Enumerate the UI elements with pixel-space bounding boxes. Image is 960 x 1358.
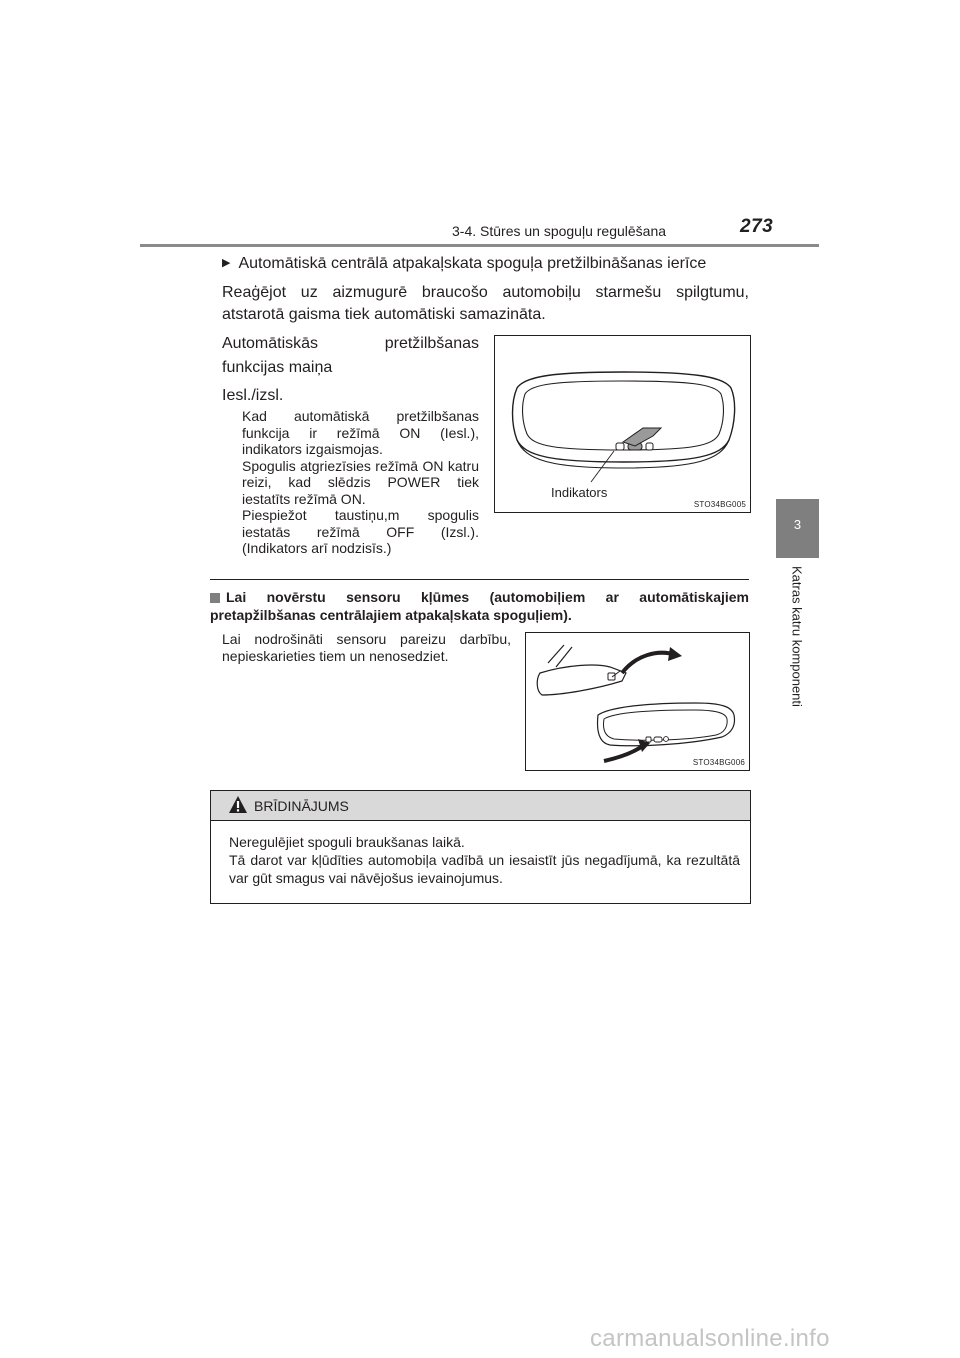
sensor-description: Lai nodrošināti sensoru pareizu darbību, nepieskarieties tiem un nenosedziet. (222, 631, 511, 664)
figure-code: STO34BG005 (693, 500, 746, 509)
subheading-text: Automātiskā centrālā atpakaļskata spoguļa pretžilbināšanas ierīce (238, 255, 707, 272)
warning-text (229, 833, 740, 887)
watermark: carmanualsonline.info (590, 1325, 830, 1352)
chapter-side-label: Katras katru komponenti (789, 566, 805, 707)
sensor-figure (525, 632, 750, 771)
section-rule (210, 579, 749, 580)
function-title-line1: Automātiskās pretžilbšanas (222, 335, 479, 352)
function-description (242, 408, 479, 557)
page-number: 273 (740, 216, 774, 237)
sensor-illustration (526, 633, 749, 770)
warning-line: Tā darot var kļūdīties automobiļa vadībā un iesaistīt jūs negadījumā, ka rezultātā var gūt smagus vai nāvējošus ievainojumus. (229, 852, 740, 886)
section-heading (210, 588, 749, 624)
function-title-line3: Iesl./izsl. (222, 387, 284, 404)
function-desc-line: Kad automātiskā pretžilbšanas funkcija ir režīmā ON (Iesl.), indikators izgaismojas. (242, 408, 479, 457)
function-desc-line: Piespiežot taustiņu,m spogulis iestatās režīmā OFF (Izsl.). (Indikators arī nodzisīs.) (242, 507, 479, 556)
function-desc-line: Spogulis atgriezīsies režīmā ON katru reizi, kad slēdzis POWER tiek iestatīts režīmā ON. (242, 457, 479, 507)
indicator-label: Indikators (551, 485, 608, 500)
subheading (222, 255, 706, 273)
section-heading-text: Lai novērstu sensoru kļūmes (automobiļiem ar automātiskajiem pretapžilbšanas centrālajiem atpakaļskata spoguļiem). (210, 589, 749, 623)
warning-triangle-icon (228, 795, 248, 814)
triangle-arrow-icon: ▶ (222, 257, 231, 269)
header-rule (140, 244, 819, 247)
square-bullet-icon (210, 593, 220, 603)
running-header-section: 3-4. Stūres un spoguļu regulēšana (452, 223, 667, 239)
warning-title: BRĪDINĀJUMS (254, 798, 349, 814)
function-title-line2: funkcijas maiņa (222, 359, 333, 376)
function-title (222, 332, 479, 408)
warning-box (210, 790, 751, 904)
chapter-tab-number: 3 (793, 517, 802, 532)
warning-header (211, 791, 750, 821)
intro-paragraph: Reaģējot uz aizmugurē braucošo automobiļu starmešu spilgtumu, atstarotā gaisma tiek automātiski samazināta. (222, 284, 749, 323)
mirror-indicator-figure (494, 335, 751, 513)
figure-code: STO34BG006 (692, 758, 745, 767)
warning-line: Neregulējiet spoguli braukšanas laikā. (229, 834, 465, 850)
mirror-illustration (495, 336, 750, 512)
